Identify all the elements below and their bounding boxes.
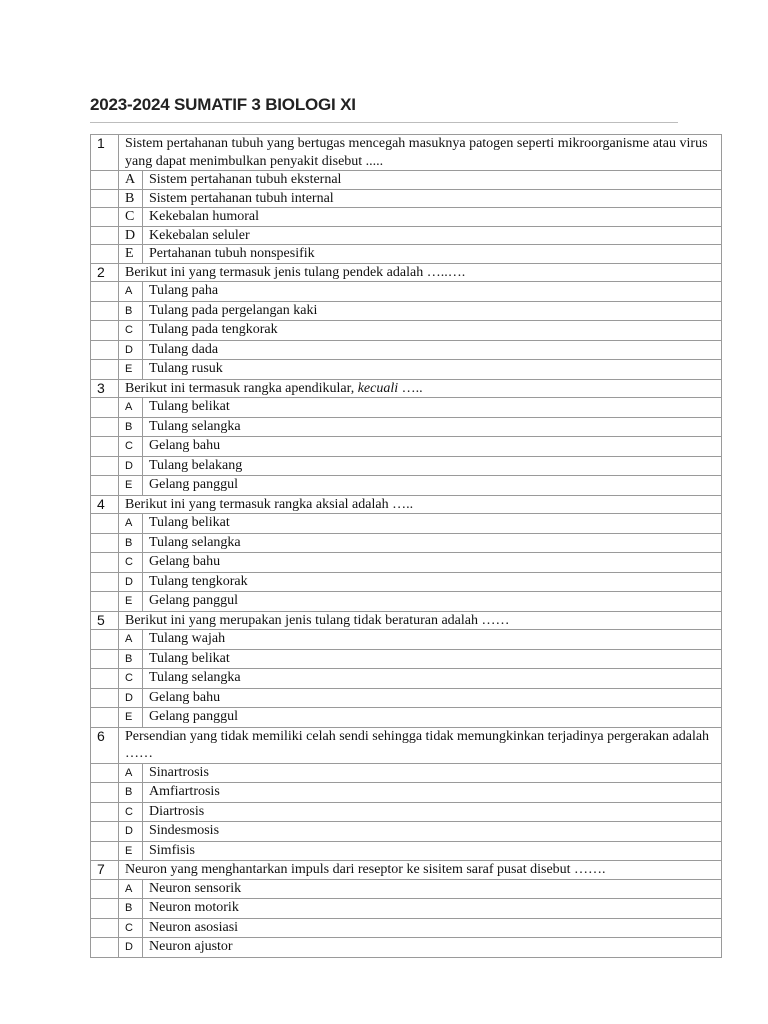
question-text: Persendian yang tidak memiliki celah sendi sehingga tidak memungkinkan terjadinya pergerakan adalah …… bbox=[119, 727, 722, 763]
option-letter: E bbox=[119, 360, 143, 380]
option-row bbox=[91, 437, 722, 457]
option-text: Amfiartrosis bbox=[143, 783, 722, 803]
question-number: 6 bbox=[91, 727, 119, 763]
option-text: Tulang selangka bbox=[143, 669, 722, 689]
option-text: Tulang belikat bbox=[143, 398, 722, 418]
option-row bbox=[91, 708, 722, 728]
option-row bbox=[91, 572, 722, 592]
option-letter: B bbox=[119, 649, 143, 669]
question-table bbox=[90, 134, 722, 958]
option-text: Sistem pertahanan tubuh eksternal bbox=[143, 171, 722, 190]
option-text: Pertahanan tubuh nonspesifik bbox=[143, 245, 722, 264]
option-text: Kekebalan humoral bbox=[143, 208, 722, 227]
option-letter: C bbox=[119, 437, 143, 457]
question-text: Neuron yang menghantarkan impuls dari reseptor ke sisitem saraf pusat disebut ……. bbox=[119, 861, 722, 880]
question-number: 1 bbox=[91, 135, 119, 171]
question-row bbox=[91, 861, 722, 880]
option-letter: A bbox=[119, 630, 143, 650]
option-row bbox=[91, 189, 722, 208]
option-text: Tulang belikat bbox=[143, 649, 722, 669]
option-row bbox=[91, 899, 722, 919]
option-text: Kekebalan seluler bbox=[143, 226, 722, 245]
option-letter: A bbox=[119, 282, 143, 302]
option-letter: C bbox=[119, 802, 143, 822]
option-letter: B bbox=[119, 783, 143, 803]
option-text: Gelang panggul bbox=[143, 592, 722, 612]
question-number: 4 bbox=[91, 495, 119, 514]
option-text: Simfisis bbox=[143, 841, 722, 861]
option-row bbox=[91, 938, 722, 958]
question-row bbox=[91, 135, 722, 171]
question-row bbox=[91, 611, 722, 630]
page-title: 2023-2024 SUMATIF 3 BIOLOGI XI bbox=[90, 95, 356, 114]
title-divider bbox=[90, 122, 678, 123]
option-row bbox=[91, 476, 722, 496]
option-letter: B bbox=[119, 533, 143, 553]
option-row bbox=[91, 282, 722, 302]
option-row bbox=[91, 533, 722, 553]
option-letter: C bbox=[119, 669, 143, 689]
option-letter: A bbox=[119, 398, 143, 418]
option-text: Tulang pada pergelangan kaki bbox=[143, 301, 722, 321]
option-row bbox=[91, 649, 722, 669]
question-text: Berikut ini yang termasuk rangka aksial adalah ….. bbox=[119, 495, 722, 514]
option-row bbox=[91, 763, 722, 783]
option-text: Tulang pada tengkorak bbox=[143, 321, 722, 341]
option-row bbox=[91, 321, 722, 341]
option-text: Tulang rusuk bbox=[143, 360, 722, 380]
option-letter: E bbox=[119, 592, 143, 612]
option-text: Tulang selangka bbox=[143, 533, 722, 553]
option-letter: E bbox=[119, 245, 143, 264]
option-row bbox=[91, 208, 722, 227]
option-row bbox=[91, 879, 722, 899]
question-row bbox=[91, 495, 722, 514]
option-letter: C bbox=[119, 918, 143, 938]
option-text: Tulang belikat bbox=[143, 514, 722, 534]
option-letter: D bbox=[119, 226, 143, 245]
question-number: 3 bbox=[91, 379, 119, 398]
option-text: Gelang panggul bbox=[143, 476, 722, 496]
option-row bbox=[91, 514, 722, 534]
option-letter: A bbox=[119, 879, 143, 899]
option-row bbox=[91, 245, 722, 264]
option-text: Tulang selangka bbox=[143, 417, 722, 437]
question-text bbox=[119, 379, 722, 398]
option-row bbox=[91, 417, 722, 437]
option-letter: C bbox=[119, 321, 143, 341]
question-row bbox=[91, 727, 722, 763]
option-text: Tulang wajah bbox=[143, 630, 722, 650]
option-row bbox=[91, 822, 722, 842]
option-text: Tulang tengkorak bbox=[143, 572, 722, 592]
option-letter: B bbox=[119, 417, 143, 437]
option-row bbox=[91, 630, 722, 650]
option-row bbox=[91, 301, 722, 321]
option-text: Tulang paha bbox=[143, 282, 722, 302]
option-row bbox=[91, 398, 722, 418]
option-letter: E bbox=[119, 476, 143, 496]
question-text: Berikut ini yang merupakan jenis tulang tidak beraturan adalah …… bbox=[119, 611, 722, 630]
option-row bbox=[91, 456, 722, 476]
option-letter: D bbox=[119, 938, 143, 958]
option-text: Neuron motorik bbox=[143, 899, 722, 919]
option-text: Gelang panggul bbox=[143, 708, 722, 728]
option-row bbox=[91, 688, 722, 708]
option-text: Sinartrosis bbox=[143, 763, 722, 783]
option-text: Tulang dada bbox=[143, 340, 722, 360]
option-text: Neuron ajustor bbox=[143, 938, 722, 958]
option-row bbox=[91, 592, 722, 612]
question-text: Sistem pertahanan tubuh yang bertugas mencegah masuknya patogen seperti mikroorganisme atau virus yang dapat menimbulkan penyakit disebut ..... bbox=[119, 135, 722, 171]
option-text: Diartrosis bbox=[143, 802, 722, 822]
option-letter: B bbox=[119, 899, 143, 919]
option-text: Gelang bahu bbox=[143, 688, 722, 708]
option-letter: C bbox=[119, 553, 143, 573]
option-letter: E bbox=[119, 708, 143, 728]
option-text: Sistem pertahanan tubuh internal bbox=[143, 189, 722, 208]
option-text: Tulang belakang bbox=[143, 456, 722, 476]
option-letter: D bbox=[119, 572, 143, 592]
option-text: Gelang bahu bbox=[143, 553, 722, 573]
option-letter: B bbox=[119, 301, 143, 321]
question-row bbox=[91, 379, 722, 398]
question-row bbox=[91, 263, 722, 282]
option-letter: D bbox=[119, 688, 143, 708]
question-text-part: Berikut ini termasuk rangka apendikular, bbox=[125, 380, 358, 396]
question-emphasis: kecuali bbox=[357, 380, 399, 396]
question-text: Berikut ini yang termasuk jenis tulang pendek adalah …..…. bbox=[119, 263, 722, 282]
option-row bbox=[91, 802, 722, 822]
option-row bbox=[91, 918, 722, 938]
option-text: Neuron sensorik bbox=[143, 879, 722, 899]
option-letter: E bbox=[119, 841, 143, 861]
option-row bbox=[91, 669, 722, 689]
option-row bbox=[91, 783, 722, 803]
option-row bbox=[91, 841, 722, 861]
question-text-part: ….. bbox=[398, 380, 423, 396]
option-letter: D bbox=[119, 456, 143, 476]
option-row bbox=[91, 171, 722, 190]
option-text: Sindesmosis bbox=[143, 822, 722, 842]
option-letter: A bbox=[119, 514, 143, 534]
option-letter: D bbox=[119, 340, 143, 360]
option-letter: A bbox=[119, 763, 143, 783]
question-number: 7 bbox=[91, 861, 119, 880]
option-row bbox=[91, 340, 722, 360]
option-letter: C bbox=[119, 208, 143, 227]
option-letter: B bbox=[119, 189, 143, 208]
option-letter: D bbox=[119, 822, 143, 842]
question-number: 2 bbox=[91, 263, 119, 282]
question-number: 5 bbox=[91, 611, 119, 630]
option-text: Gelang bahu bbox=[143, 437, 722, 457]
option-row bbox=[91, 360, 722, 380]
option-row bbox=[91, 553, 722, 573]
option-row bbox=[91, 226, 722, 245]
option-letter: A bbox=[119, 171, 143, 190]
option-text: Neuron asosiasi bbox=[143, 918, 722, 938]
